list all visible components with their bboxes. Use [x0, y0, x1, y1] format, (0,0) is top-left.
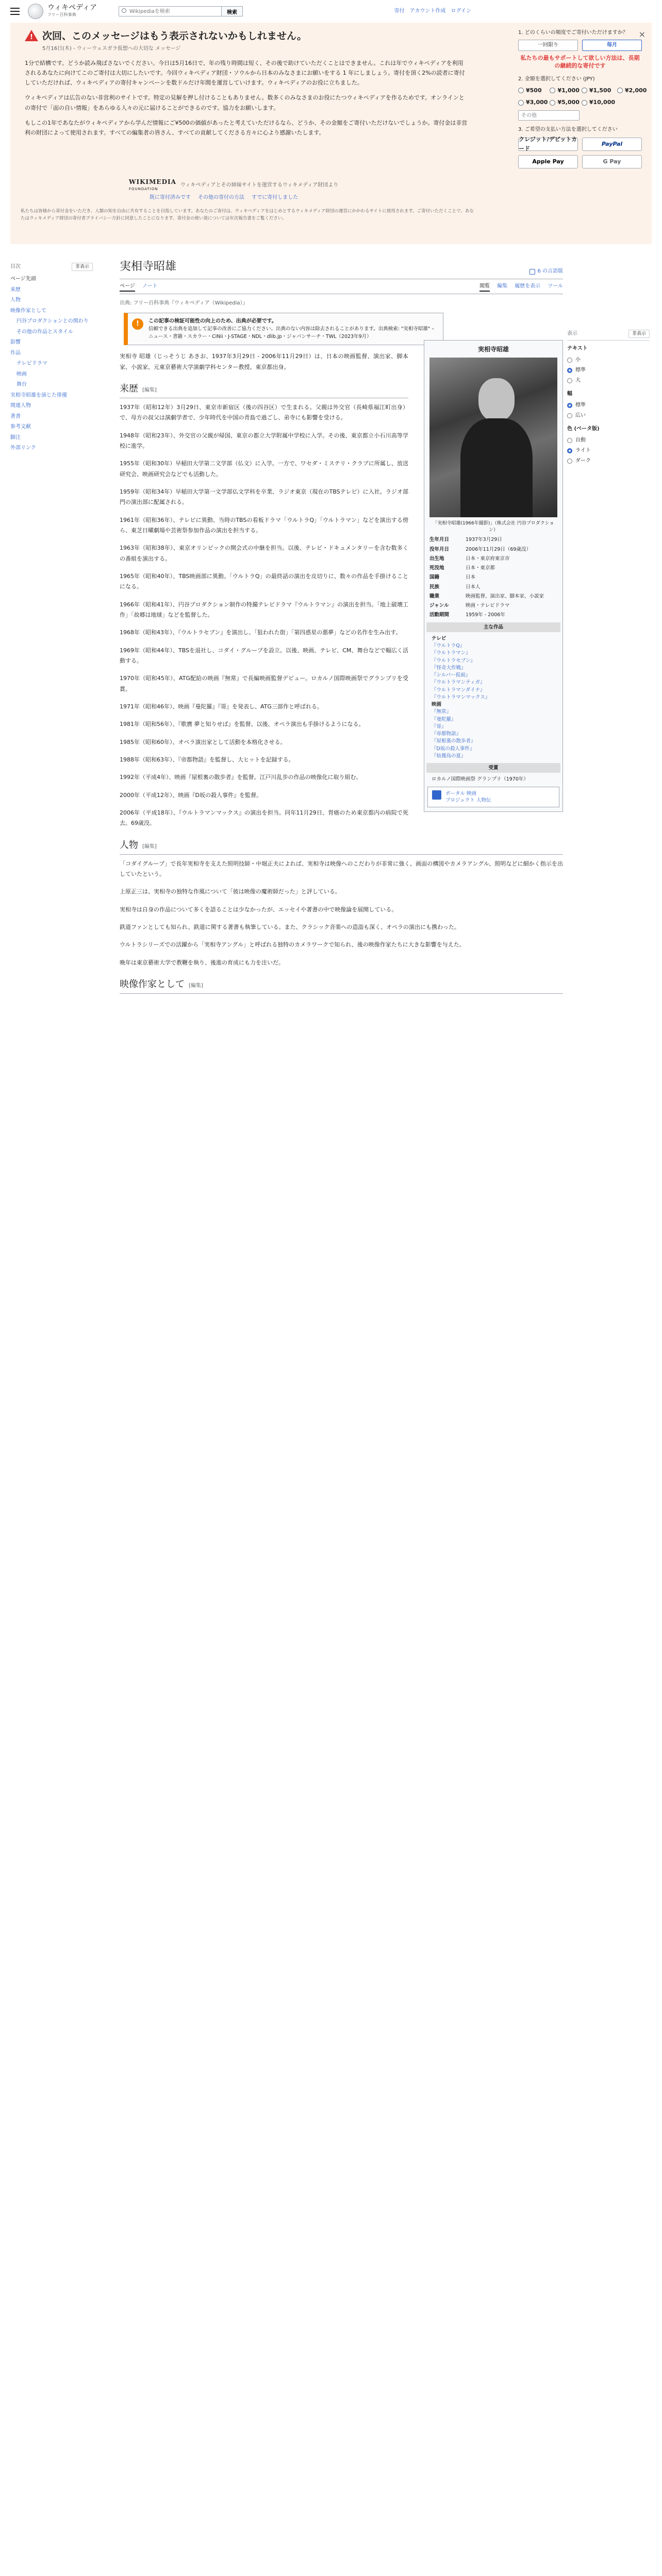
- portrait-photo[interactable]: [429, 358, 557, 517]
- person-paragraph: 晩年は東京藝術大学で教鞭を執り、後進の育成にも力を注いだ。: [120, 959, 284, 966]
- person-paragraph: 「コダイグループ」で長年実相寺を支えた照明技師・中堀正夫によれば、実相寺は映像へのこだわりが非常に強く、画面の構図やカメラアングル、照明などに細かく指示を出していたという。: [120, 860, 563, 877]
- portal-box[interactable]: [427, 787, 559, 808]
- other-ways-link[interactable]: その他の寄付の方法: [198, 195, 244, 200]
- warning-icon: [25, 30, 38, 41]
- width-wide[interactable]: 広い: [567, 411, 650, 421]
- infobox-row: [426, 601, 560, 611]
- work-link[interactable]: 『曼陀羅』: [432, 716, 456, 722]
- appearance-panel: [567, 330, 650, 466]
- infobox-row: [426, 554, 560, 564]
- infobox-row: [426, 611, 560, 620]
- search-button[interactable]: 検索: [222, 6, 243, 16]
- toc-item[interactable]: テレビドラマ: [16, 361, 47, 367]
- radio-selected-icon: [567, 403, 572, 408]
- radio-icon: [567, 459, 572, 464]
- amount-option[interactable]: ¥10,000: [582, 98, 615, 107]
- citation-notice: [124, 313, 443, 345]
- wikimedia-logo: WIKIMEDIA: [129, 178, 176, 185]
- infobox-value: 映画・テレビドラマ: [466, 603, 510, 609]
- amount-option[interactable]: ¥1,500: [582, 86, 615, 95]
- history-paragraph: 1968年（昭和43年）、『ウルトラセブン』を演出し、「狙われた街」「第四惑星の悪夢」などの名作を生み出す。: [120, 629, 402, 636]
- work-link[interactable]: 『無常』: [432, 709, 452, 715]
- work-link[interactable]: 『屋根裏の散歩者』: [432, 738, 476, 744]
- apple-pay-button[interactable]: Apple Pay: [518, 155, 578, 168]
- infobox-row: [426, 564, 560, 573]
- amount-option[interactable]: ¥1,000: [550, 86, 579, 95]
- top-header: [0, 0, 662, 23]
- works-list: [426, 634, 560, 761]
- film-portal-icon: [432, 790, 441, 800]
- logo-subtitle: フリー百科事典: [47, 12, 76, 18]
- infobox-row: [426, 545, 560, 554]
- toc-item[interactable]: その他の作品とスタイル: [16, 329, 73, 335]
- banner-message: [25, 30, 468, 143]
- history-paragraph: 1966年（昭和41年）、円谷プロダクション制作の特撮テレビドラマ『ウルトラマン』の演出を担当。「地上破壊工作」「故郷は地球」などを監督した。: [120, 601, 408, 618]
- person-paragraph: ウルトラシリーズでの活躍から「実相寺アングル」と呼ばれる独特のカメラワークで知られ、後の映像作家たちに大きな影響を与えた。: [120, 941, 465, 948]
- infobox: [424, 340, 563, 812]
- works-film-label: 映画: [432, 702, 442, 708]
- toc-item[interactable]: 円谷プロダクションとの関わり: [16, 318, 89, 325]
- notice-icon: !: [132, 318, 143, 330]
- banner-body: [25, 58, 468, 138]
- tab-talk[interactable]: ノート: [142, 283, 158, 290]
- article-body-wide: [120, 838, 563, 994]
- work-link[interactable]: 『ウルトラマンマックス』: [432, 694, 490, 700]
- radio-icon: [518, 88, 524, 93]
- banner-paragraph: 1分で結構です。どうか読み飛ばさないでください。今日は5月16日で、年の残り時間は短く、その後で助けていただくことはできません。これは年でウィキペディアを利用されるあなたに向けてこのご寄付は大切にしたいです。今回ウィキペディア財団・ソウルから日本のみなさまにお願いをする 1 年にしましょう。寄付を頂く2%の読者に寄付していただければ、ウィキペディアの寄付キャンペーンを数ドルだけ年間を運営していけます。ウィキペディアのお役に立ちました。: [25, 59, 465, 87]
- banner-headline: 次回、このメッセージはもう表示されないかもしれません。: [42, 30, 307, 42]
- works-heading: 主な作品: [426, 622, 560, 632]
- banner-footnote: 私たちは皆様から寄付金をいただき、人類の知を自由に共有することを目指しています。あなたのご寄付は、ウィキペディアをはじめとするウィキメディア財団の運営にかかわるサイトに使用されます。ご寄付いただくことで、あなたはウィキメディア財団の寄付者プライバシー方針に同意したことになります。寄付金の使い道については年次報告書をご覧ください。: [21, 209, 474, 221]
- toc-item[interactable]: 実相寺昭雄を演じた俳優: [10, 392, 67, 398]
- language-button[interactable]: 6 の言語版: [529, 267, 563, 276]
- wikipedia-logo[interactable]: [28, 4, 97, 19]
- logo-title: ウィキペディア: [47, 3, 97, 12]
- history-paragraph: 1981年（昭和56年）、『歌麿 夢と知りせば』を監督。以後、オペラ演出も手掛けるようになる。: [120, 721, 365, 728]
- portal-link[interactable]: ポータル 映画: [445, 790, 477, 796]
- edit-section-link[interactable]: [編集]: [142, 387, 157, 394]
- infobox-row: [426, 535, 560, 545]
- amount-label: 2. 金額を選択してください (JPY): [518, 76, 595, 82]
- color-light[interactable]: ライト: [567, 446, 650, 456]
- amount-option[interactable]: ¥5,000: [550, 98, 579, 107]
- infobox-key: 生年月日: [429, 537, 450, 543]
- history-paragraph: 1937年（昭和12年）3月29日、東京市新宿区（後の四谷区）で生まれる。父親は外交官（長崎県福江町出身）で、母方の叔父は演劇学者で、少年時代を中国の青島で過ごし、弟寺にも影響を受ける。: [120, 403, 408, 421]
- history-paragraph: 1971年（昭和46年）、映画『曼陀羅』『哥』を発表し、ATG三部作と呼ばれる。: [120, 703, 323, 710]
- google-pay-button[interactable]: G Pay: [582, 155, 642, 168]
- history-paragraph: 1969年（昭和44年）、TBSを退社し、コダイ・グループを設立。以後、映画、テレビ、CM、舞台などで幅広く活動する。: [120, 647, 408, 665]
- awards-heading: 受賞: [426, 763, 560, 773]
- works-tv-label: テレビ: [432, 635, 446, 641]
- infobox-value: 映画監督、演出家、脚本家、小説家: [466, 593, 544, 599]
- lead-paragraph: 実相寺 昭雄（じっそうじ あきお、1937年3月29日 - 2006年11月29日）は、日本の映画監督、演出家、脚本家、小説家、元東京藝術大学演劇学科センター教授。東京都出身。: [120, 353, 408, 370]
- create-account-link[interactable]: アカウント作成: [409, 8, 446, 14]
- infobox-row: [426, 573, 560, 582]
- work-link[interactable]: 『哥』: [432, 723, 446, 730]
- infobox-value: 日本・東京都: [466, 565, 495, 571]
- toc-item[interactable]: ページ先頭: [10, 276, 36, 282]
- tab-read[interactable]: 閲覧: [479, 282, 490, 292]
- infobox-key: ジャンル: [429, 603, 449, 609]
- history-paragraph: 2006年（平成18年）、『ウルトラマンマックス』の演出を担当。同年11月29日、胃癌のため東京都内の病院で死去。69歳没。: [120, 809, 408, 827]
- table-of-contents: [10, 263, 93, 454]
- person-paragraph: 実相寺は自身の作品について多くを語ることは少なかったが、エッセイや著書の中で映像論を展開している。: [120, 906, 398, 913]
- infobox-key: 国籍: [429, 574, 440, 581]
- work-link[interactable]: 『姑獲鳥の夏』: [432, 753, 466, 759]
- width-standard[interactable]: 標準: [567, 400, 650, 411]
- payment-options: [518, 138, 642, 168]
- toc-item[interactable]: 著書: [10, 413, 21, 419]
- work-link[interactable]: 『帝都物語』: [432, 731, 461, 737]
- history-section: [120, 402, 408, 829]
- radio-icon: [582, 88, 587, 93]
- toc-item[interactable]: 舞台: [16, 382, 27, 388]
- history-paragraph: 1959年（昭和34年）早稲田大学第一文学部仏文学科を卒業、ラジオ東京（現在のTBSテレビ）に入社。ラジオ部門の演出部に配属される。: [120, 488, 408, 506]
- globe-icon: [28, 4, 43, 19]
- work-link[interactable]: 『シルバー仮面』: [432, 672, 471, 679]
- banner-tagline: ウィキペディアとその姉妹サイトを運営するウィキメディア財団より: [180, 182, 339, 188]
- infobox-value: 1937年3月29日: [466, 537, 502, 543]
- payment-label: 3. ご希望の支払い方法を選択してください: [518, 126, 618, 132]
- history-paragraph: 1965年（昭和40年）、TBS映画部に異動。「ウルトラQ」の最終話の演出を皮切りに、数々の作品を手掛けることになる。: [120, 572, 408, 590]
- toc-item[interactable]: 参考文献: [10, 424, 31, 430]
- radio-icon: [550, 100, 555, 106]
- amount-options: [518, 86, 647, 121]
- infobox-key: 没年月日: [429, 546, 450, 552]
- history-paragraph: 1970年（昭和45年）、ATG配給の映画『無常』で長編映画監督デビュー。ロカルノ国際映画祭でグランプリを受賞。: [120, 675, 408, 692]
- radio-icon: [518, 100, 524, 106]
- text-size-standard[interactable]: 標準: [567, 365, 650, 376]
- infobox-value: 2006年11月29日（69歳没）: [466, 546, 531, 552]
- toc-item[interactable]: 映像作家として: [10, 308, 46, 314]
- width-label: 幅: [567, 391, 572, 397]
- history-paragraph: 2000年（平成12年）、映画『D坂の殺人事件』を監督。: [120, 791, 262, 799]
- awards-text: ロカルノ国際映画祭 グランプリ（1970年）: [432, 776, 528, 783]
- tab-history[interactable]: 履歴を表示: [515, 283, 541, 290]
- tab-edit[interactable]: 編集: [497, 283, 508, 290]
- work-link[interactable]: 『D坂の殺人事件』: [432, 745, 475, 752]
- section-heading-filmmaker: 映像作家として [編集]: [120, 977, 563, 994]
- infobox-value: 日本・東京府東京市: [466, 555, 510, 562]
- appearance-header: [567, 330, 650, 341]
- history-paragraph: 1992年（平成4年）、映画『屋根裏の散歩者』を監督。江戸川乱歩の作品の映像化に取り組む。: [120, 774, 362, 781]
- work-link[interactable]: 『ウルトラQ』: [432, 643, 465, 649]
- banner-date: 5月16日(木) - ウィーウェスガラ仮想への大切な メッセージ: [42, 45, 181, 52]
- edit-section-link[interactable]: [編集]: [189, 983, 203, 989]
- infobox-rows: [426, 535, 560, 620]
- work-link[interactable]: 『怪奇大作戦』: [432, 665, 466, 671]
- infobox-row: [426, 592, 560, 601]
- frequency-label: 1. どのくらいの頻度でご寄付いただけますか？: [518, 30, 628, 36]
- source-line: 出典: フリー百科事典『ウィキペディア（Wikipedia）』: [120, 300, 248, 307]
- toc-item[interactable]: 外部リンク: [10, 445, 36, 451]
- infobox-key: 活動期間: [429, 612, 450, 618]
- radio-icon: [617, 88, 623, 93]
- fundraising-banner: [10, 23, 652, 244]
- text-size-large[interactable]: 大: [567, 376, 650, 386]
- infobox-key: 民族: [429, 584, 440, 590]
- page-title-bar: [120, 258, 563, 279]
- text-size-small[interactable]: 小: [567, 355, 650, 365]
- work-link[interactable]: 『ウルトラマンティガ』: [432, 680, 485, 686]
- toc-item[interactable]: 脚注: [10, 434, 21, 440]
- banner-title: [25, 30, 468, 43]
- history-paragraph: 1948年（昭和23年）、外交官の父親が帰国、東京の都立大学附属中学校に入学。その後、東京都立小石川高等学校に進学。: [120, 432, 408, 449]
- search-icon: [122, 8, 126, 13]
- appearance-title: 表示: [567, 331, 577, 336]
- color-dark[interactable]: ダーク: [567, 456, 650, 466]
- search-box: [119, 6, 243, 16]
- tab-page[interactable]: ページ: [120, 282, 135, 292]
- radio-icon: [567, 438, 572, 443]
- appearance-hide-button[interactable]: 非表示: [628, 330, 650, 338]
- other-amount-input[interactable]: その他: [518, 110, 580, 121]
- section-heading-person: 人物 [編集]: [120, 838, 563, 855]
- amount-option[interactable]: ¥2,000: [617, 86, 647, 95]
- close-icon[interactable]: ×: [638, 29, 646, 39]
- person-section: [120, 859, 563, 968]
- article: [120, 258, 563, 998]
- infobox-key: 職業: [429, 593, 440, 599]
- toc-list: [10, 274, 93, 454]
- photo-caption: 「実相寺昭雄(1966年撮影)」（株式会社 円谷プロダクション）: [433, 521, 554, 533]
- history-paragraph: 1985年（昭和60年）、オペラ演出家として活動を本格化させる。: [120, 738, 286, 745]
- project-link[interactable]: プロジェクト 人物伝: [445, 797, 491, 803]
- radio-icon: [567, 358, 572, 363]
- article-body: [120, 351, 408, 828]
- infobox-key: 出生地: [429, 555, 444, 562]
- work-link[interactable]: 『ウルトラマンダイナ』: [432, 687, 485, 693]
- person-paragraph: 上原正三は、実相寺の独特な作風について「彼は映像の魔術師だった」と評している。: [120, 888, 341, 895]
- amount-option[interactable]: ¥3,000: [518, 98, 548, 107]
- wikimedia-logo-sub: FOUNDATION: [129, 187, 158, 191]
- main-menu-icon[interactable]: [10, 8, 20, 15]
- section-heading-history: 来歴 [編集]: [120, 382, 408, 398]
- color-auto[interactable]: 自動: [567, 435, 650, 446]
- notice-text: 信頼できる出典を追加して記事の改善にご協力ください。出典のない内容は除去されることがあります。出典検索: "実相寺昭雄" – ニュース・書籍・スカラー・CiNii・J-STAGE・NDL・dlib.jp・ジャパンサーチ・TWL（2023年9月）: [148, 326, 434, 340]
- infobox-key: 死没地: [429, 565, 444, 571]
- work-link[interactable]: 『ウルトラマン』: [432, 650, 471, 656]
- monthly-note: 私たちの最もサポートして欲しい方法は、長期の継続的な寄付です: [520, 55, 640, 70]
- amount-option[interactable]: ¥500: [518, 86, 548, 95]
- page-tabs: [120, 279, 563, 294]
- already-donated-link[interactable]: 既に寄付済みです: [150, 195, 191, 200]
- infobox-title: 実相寺昭雄: [477, 346, 509, 353]
- radio-icon: [550, 88, 555, 93]
- work-link[interactable]: 『ウルトラセブン』: [432, 657, 475, 664]
- notice-title: この記事の検証可能性の向上のため、出典が必要です。: [148, 318, 277, 325]
- history-paragraph: 1988年（昭和63年）、『帝都物語』を監督し、大ヒットを記録する。: [120, 756, 294, 764]
- close-banner-link[interactable]: すでに寄付しました: [252, 195, 299, 200]
- login-link[interactable]: ログイン: [451, 8, 471, 14]
- paypal-button[interactable]: PayPal: [582, 138, 642, 151]
- frequency-monthly[interactable]: 毎月: [582, 40, 642, 51]
- text-size-label: テキスト: [567, 346, 588, 352]
- frequency-once[interactable]: 一回限り: [518, 40, 578, 51]
- banner-paragraph: もしこの1年であなたがウィキペディアから学んだ情報にご¥500の価値があったと考えていただけるなら、どうか、その金額をご寄付いただけないでしょうか。寄付金は非営利の財団によって使用されます。すべての編集者の皆さん、すべての貢献してくださる方々に心より感謝いたします。: [25, 119, 468, 137]
- toc-header: [10, 263, 93, 271]
- edit-section-link[interactable]: [編集]: [142, 843, 157, 850]
- radio-icon: [567, 413, 572, 418]
- card-pay-button[interactable]: クレジット/デビットカード: [518, 138, 578, 151]
- radio-icon: [582, 100, 587, 106]
- infobox-row: [426, 583, 560, 592]
- radio-icon: [567, 378, 572, 383]
- toc-item[interactable]: 影響: [10, 340, 21, 346]
- banner-links: [150, 194, 298, 202]
- tab-tools[interactable]: ツール: [548, 283, 563, 290]
- history-paragraph: 1955年（昭和30年）早稲田大学第二文学部（仏文）に入学。一方で、ワセダ・ミステリ・クラブに所属し、放送研究会、映画研究会などでも活動した。: [120, 460, 408, 478]
- radio-selected-icon: [567, 368, 572, 373]
- toc-hide-button[interactable]: 非表示: [72, 263, 93, 271]
- infobox-value: 日本: [466, 574, 476, 581]
- page-title: 実相寺昭雄: [120, 260, 177, 273]
- toc-item[interactable]: 人物: [10, 297, 21, 303]
- donation-form: [518, 29, 647, 168]
- history-paragraph: 1963年（昭和38年）、東京オリンピックの開会式の中継を担当。以後、テレビ・ドキュメンタリーを含む数多くの番組を演出する。: [120, 545, 408, 562]
- toc-item[interactable]: 映画: [16, 371, 27, 377]
- frequency-options: [518, 40, 642, 51]
- history-paragraph: 1961年（昭和36年）、テレビに異動、当時のTBSの看板ドラマ「ウルトラQ」「ウルトラマン」などを演出する傍ら、東芝日曜劇場や芸術祭参加作品の演出を担当する。: [120, 516, 408, 534]
- toc-item[interactable]: 作品: [10, 350, 21, 356]
- toc-item[interactable]: 来歴: [10, 286, 21, 293]
- color-label: 色 (ベータ版): [567, 426, 600, 432]
- toc-item[interactable]: 関連人物: [10, 403, 31, 409]
- donate-link[interactable]: 寄付: [394, 8, 405, 14]
- infobox-value: 1959年 - 2006年: [466, 612, 505, 618]
- banner-paragraph: ウィキペディアは広告のない非営利のサイトです。特定の見解を押し付けることもありません。数多くのみなさまのお役にたつウィキペディアを作るためです。オンラインとの寄付で「面の自い情報」をあらゆる人々の元に届けることができるのです。協力をお願いします。: [25, 94, 465, 111]
- user-links: [394, 7, 471, 15]
- language-icon: [529, 269, 535, 275]
- infobox-value: 日本人: [466, 584, 481, 590]
- person-paragraph: 鉄道ファンとしても知られ、鉄道に関する著書も執筆している。また、クラシック音楽への造詣も深く、オペラの演出にも携わった。: [120, 923, 460, 930]
- toc-title: 目次: [10, 264, 21, 269]
- search-input[interactable]: [119, 6, 222, 16]
- radio-selected-icon: [567, 448, 572, 453]
